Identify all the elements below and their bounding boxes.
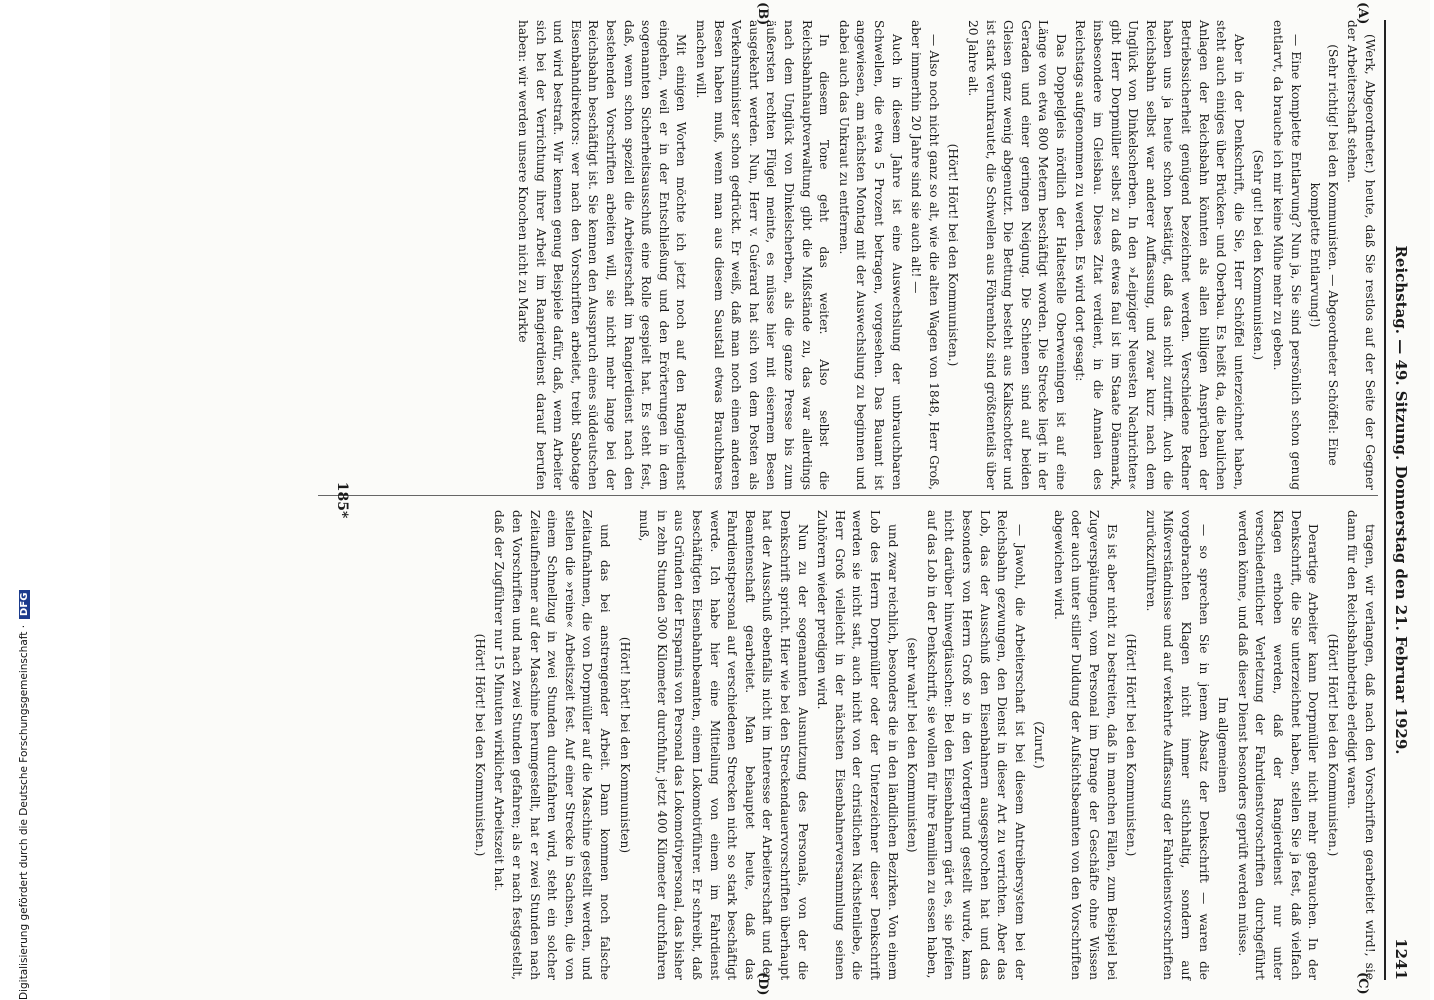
paragraph: (Zuruf.) [1032, 721, 1047, 769]
paragraph: (Hört! Hört! bei den Kommunisten.) [1325, 633, 1340, 857]
page-number: 1241 [1392, 938, 1410, 980]
paragraph: (sehr wahr! bei den Kommunisten) [905, 637, 920, 853]
rotated-sheet [110, 0, 1430, 1000]
margin-mark-d: (D) [755, 972, 770, 996]
right-column [468, 510, 1378, 980]
credit-text: Digitalisierung gefördert durch die Deutsche Forschungsgemeinschaft · [18, 624, 30, 1000]
paragraph: (Sehr gut! bei den Kommunisten.) [1251, 149, 1266, 361]
digitization-credit-strip [0, 0, 30, 1000]
column-divider [318, 495, 1378, 496]
paragraph: — Eine komplette Entlarvung? Nun ja, Sie sind persönlich schon genug entlarvt, da brauche ich mir keine Mühe mehr zu geben. [1271, 20, 1303, 490]
paragraph: In diesem Tone geht das weiter. Also selbst die Reichsbahnhauptverwaltung gibt die Mißstände zu, das war allerdings nach dem Unglück von Dinkelscherben, als die ganze Presse bis zum äußersten rechten Flügel meinte, es müsse hier mit eisernem Besen ausgekehrt werden. Nun, Herr v. Guérard hat sich von dem Posten als Verkehrsminister schon gedrückt. Er weiß, daß man noch einen anderen Besen haben muß, wenn man aus diesem Saustall etwas Brauchbares machen will. [694, 20, 832, 490]
paragraph: Nun zu der sogenannten Ausnutzung des Personals, von der die Denkschrift spricht. Hier wie bei den Streckendauervorschriften überhaupt hat der Ausschuß ebenfalls nicht im Interesse der Arbeiterschaft und der Beamtenschaft gearbeitet. Man behauptet heute, daß das Fahrdienstpersonal auf verschiedenen Strecken nicht so stark beschäftigt werde. Ich habe hier eine Mitteilung von einem im Fahrdienst beschäftigten Eisenbahnbeamten, einem Lokomotivführer. Er schreibt, daß aus Gründen der Ersparnis von Personal das Lokomotivpersonal, das bisher in zehn Stunden 300 Kilometer durchfuhr, jetzt 400 Kilometer durchfahren muß, [637, 510, 810, 980]
paragraph: Aber in der Denkschrift, die Sie, Herr Schöffel unterzeichnet haben, steht auch einiges über Brücken- und Oberbau. Es heißt da, die baulichen Anlagen der Reichsbahn könnten als allen billigen Ansprüchen der Betriebssicherheit genügend bezeichnet werden. Verschiedene Redner haben uns ja heute schon bestätigt, daß das nicht zutrifft. Auch die Reichsbahn selbst war anderer Auffassung, und zwar kurz nach dem Unglück von Dinkelscherben. In den »Leipziger Neuesten Nachrichten« gibt Herr Dorpmüller selbst zu daß etwas faul ist im Staate Dänemark, insbesondere im Gleisbau. Dieses Zitat verdient, in die Annalen des Reichstags aufgenommen zu werden. Es wird dort gesagt: [1073, 20, 1246, 490]
paragraph: — so sprechen Sie in jenem Absatz der Denkschrift — waren die vorgebrachten Klagen nicht immer stichhaltig, sondern auf Mißverständnisse und auf verkehrte Auffassung der Fahrdienstvorschriften zurückzuführen. [1143, 510, 1211, 980]
paragraph: (Hört! Hört! bei den Kommunisten.) [1124, 633, 1139, 857]
paragraph: (Hört! Hört! bei den Kommunisten.) [946, 143, 961, 367]
paragraph: (Hört! hört! bei den Kommunisten) [617, 636, 632, 854]
paragraph: Derartige Arbeiter kann Dorpmüller nicht mehr gebrauchen. In der Denkschrift, die Sie unterzeichnet haben, stellen Sie ja fest, daß vielfach Klagen erhoben werden, daß der Rangierdienst nur unter verschiedentlicher Verletzung der Fahrdienstvorschriften durchgeführt werden könne, und daß dieser Dienst besonders geprüft werden müsse. [1235, 510, 1321, 980]
paragraph: Im allgemeinen [1216, 697, 1231, 793]
paragraph: und das bei anstrengender Arbeit. Dann kommen noch falsche Zeitaufnahmen, die von Dorpmüller auf die Maschine gestellt werden, und stellen die »reine« Arbeitszeit fest. Auf einer Strecke in Sachsen, die von einem Schnellzug in zwei Stunden durchfahren wird, steht ein solcher Zeitaufnehmer auf der Maschine herumgestellt, hat er zwei Stunden nach den Vorschriften und nach zwei Stunden gefahren; als er nach festgestellt, daß der Zugführer nur 15 Minuten wirklicher Arbeitszeit hat. [492, 510, 613, 980]
paragraph: (Sehr richtig! bei den Kommunisten. — Abgeordneter Schöffel: Eine komplette Entlarvung!) [1308, 44, 1340, 466]
margin-mark-c: (C) [1355, 972, 1370, 995]
paragraph: (Werk, Abgeordneter.) heute, daß Sie restlos auf der Seite der Gegner der Arbeiterschaft stehen. [1345, 20, 1377, 490]
digitization-credit [18, 0, 30, 1000]
paragraph: tragen, wir verlangen, daß nach den Vorschriften gearbeitet wird!, sie dann für den Reichsbahnbetrieb erledigt waren. [1345, 510, 1377, 980]
paragraph: Auch in diesem Jahre ist eine Auswechslung der unbrauchbaren Schwellen, die etwa 5 Prozent betragen, vorgesehen. Das Bauamt ist angewiesen, am nächsten Montag mit der Auswechslung zu beginnen und dabei auch das Unkraut zu entfernen. [836, 20, 904, 490]
dfg-logo: DFG [19, 590, 30, 619]
margin-mark-a: (A) [1355, 2, 1370, 25]
left-column [512, 20, 1379, 490]
page-title: Reichstag. — 49. Sitzung. Donnerstag den 21. Februar 1929. [1392, 245, 1410, 755]
paragraph: (Hört! Hört! bei den Kommunisten.) [472, 633, 487, 857]
paragraph: Mit einigen Worten möchte ich jetzt noch auf den Rangierdienst eingehen, weil er in der Entschließung und den Erörterungen in dem sogenannten Sicherheitsausschuß eine Rolle gespielt hat. Es steht fest, daß, wenn schon speziell die Arbeiterschaft im Rangierdienst nach den bestehenden Vorschriften arbeiten will, sie nicht mehr lange bei der Reichsbahn beschäftigt ist. Sie kennen den Ausspruch eines süddeutschen Eisenbahndirektors: wer nach den Vorschriften arbeitet, treibt Sabotage und wird bestraft. Wir kennen genug Beispiele dafür, daß, wenn Arbeiter sich bei der Verrichtung ihrer Arbeit im Rangierdienst darauf berufen haben: wir werden unsere Knochen nicht zu Markte [516, 20, 689, 490]
scanned-page [110, 0, 1430, 1000]
paragraph: — Also noch nicht ganz so alt, wie die alten Wagen von 1848, Herr Groß, aber immerhin 20 Jahre sind sie auch alt! — [909, 20, 941, 490]
paragraph: Das Doppelgleis nördlich der Haltestelle Oberweningen ist auf eine Länge von etwa 800 Metern beschäftigt worden. Die Strecke liegt in der Geraden und einer geringen Neigung. Die Schienen sind auf beiden Gleisen ganz wenig abgenutzt. Die Bettung besteht aus Kalkschotter und ist stark verunkrautet, die Schwellen aus Föhrenholz sind größtenteils über 20 Jahre alt. [965, 20, 1068, 490]
paragraph: — Jawohl, die Arbeiterschaft ist bei diesem Antreibersystem bei der Reichsbahn gezwungen, den Dienst in dieser Art zu verrichten. Aber das Lob, das der Ausschuß den Eisenbahnern ausgesprochen hat und das besonders von Herrn Groß so in den Vordergrund gestellt wurde, kann nicht darüber hinwegtäuschen: Bei den Eisenbahnern gärt es, sie pfeifen auf das Lob in der Denkschrift, sie wollen für ihre Familien zu essen haben, [924, 510, 1027, 980]
paragraph: und zwar reichlich, besonders die in den ländlichen Bezirken. Von einem Lob des Herrn Dorpmüller oder der Unterzeichner dieser Denkschrift werden sie nicht satt, auch nicht von der christlichen Nächstenliebe, die Herr Groß vielleicht in der nächsten Eisenbahnerversammlung seinen Zuhörern wieder predigen wird. [815, 510, 900, 980]
paragraph: Es ist aber nicht zu bestreiten, daß in manchen Fällen, zum Beispiel bei Zugverspätungen, vom Personal im Drange der Geschäfte ohne Wissen oder auch unter stiller Duldung der Aufsichtsbeamten von den Vorschriften abgewichen wird. [1051, 510, 1119, 980]
page-header [1384, 20, 1412, 980]
margin-mark-b: (B) [755, 2, 770, 26]
page-footer-signature: 185* [334, 481, 350, 519]
